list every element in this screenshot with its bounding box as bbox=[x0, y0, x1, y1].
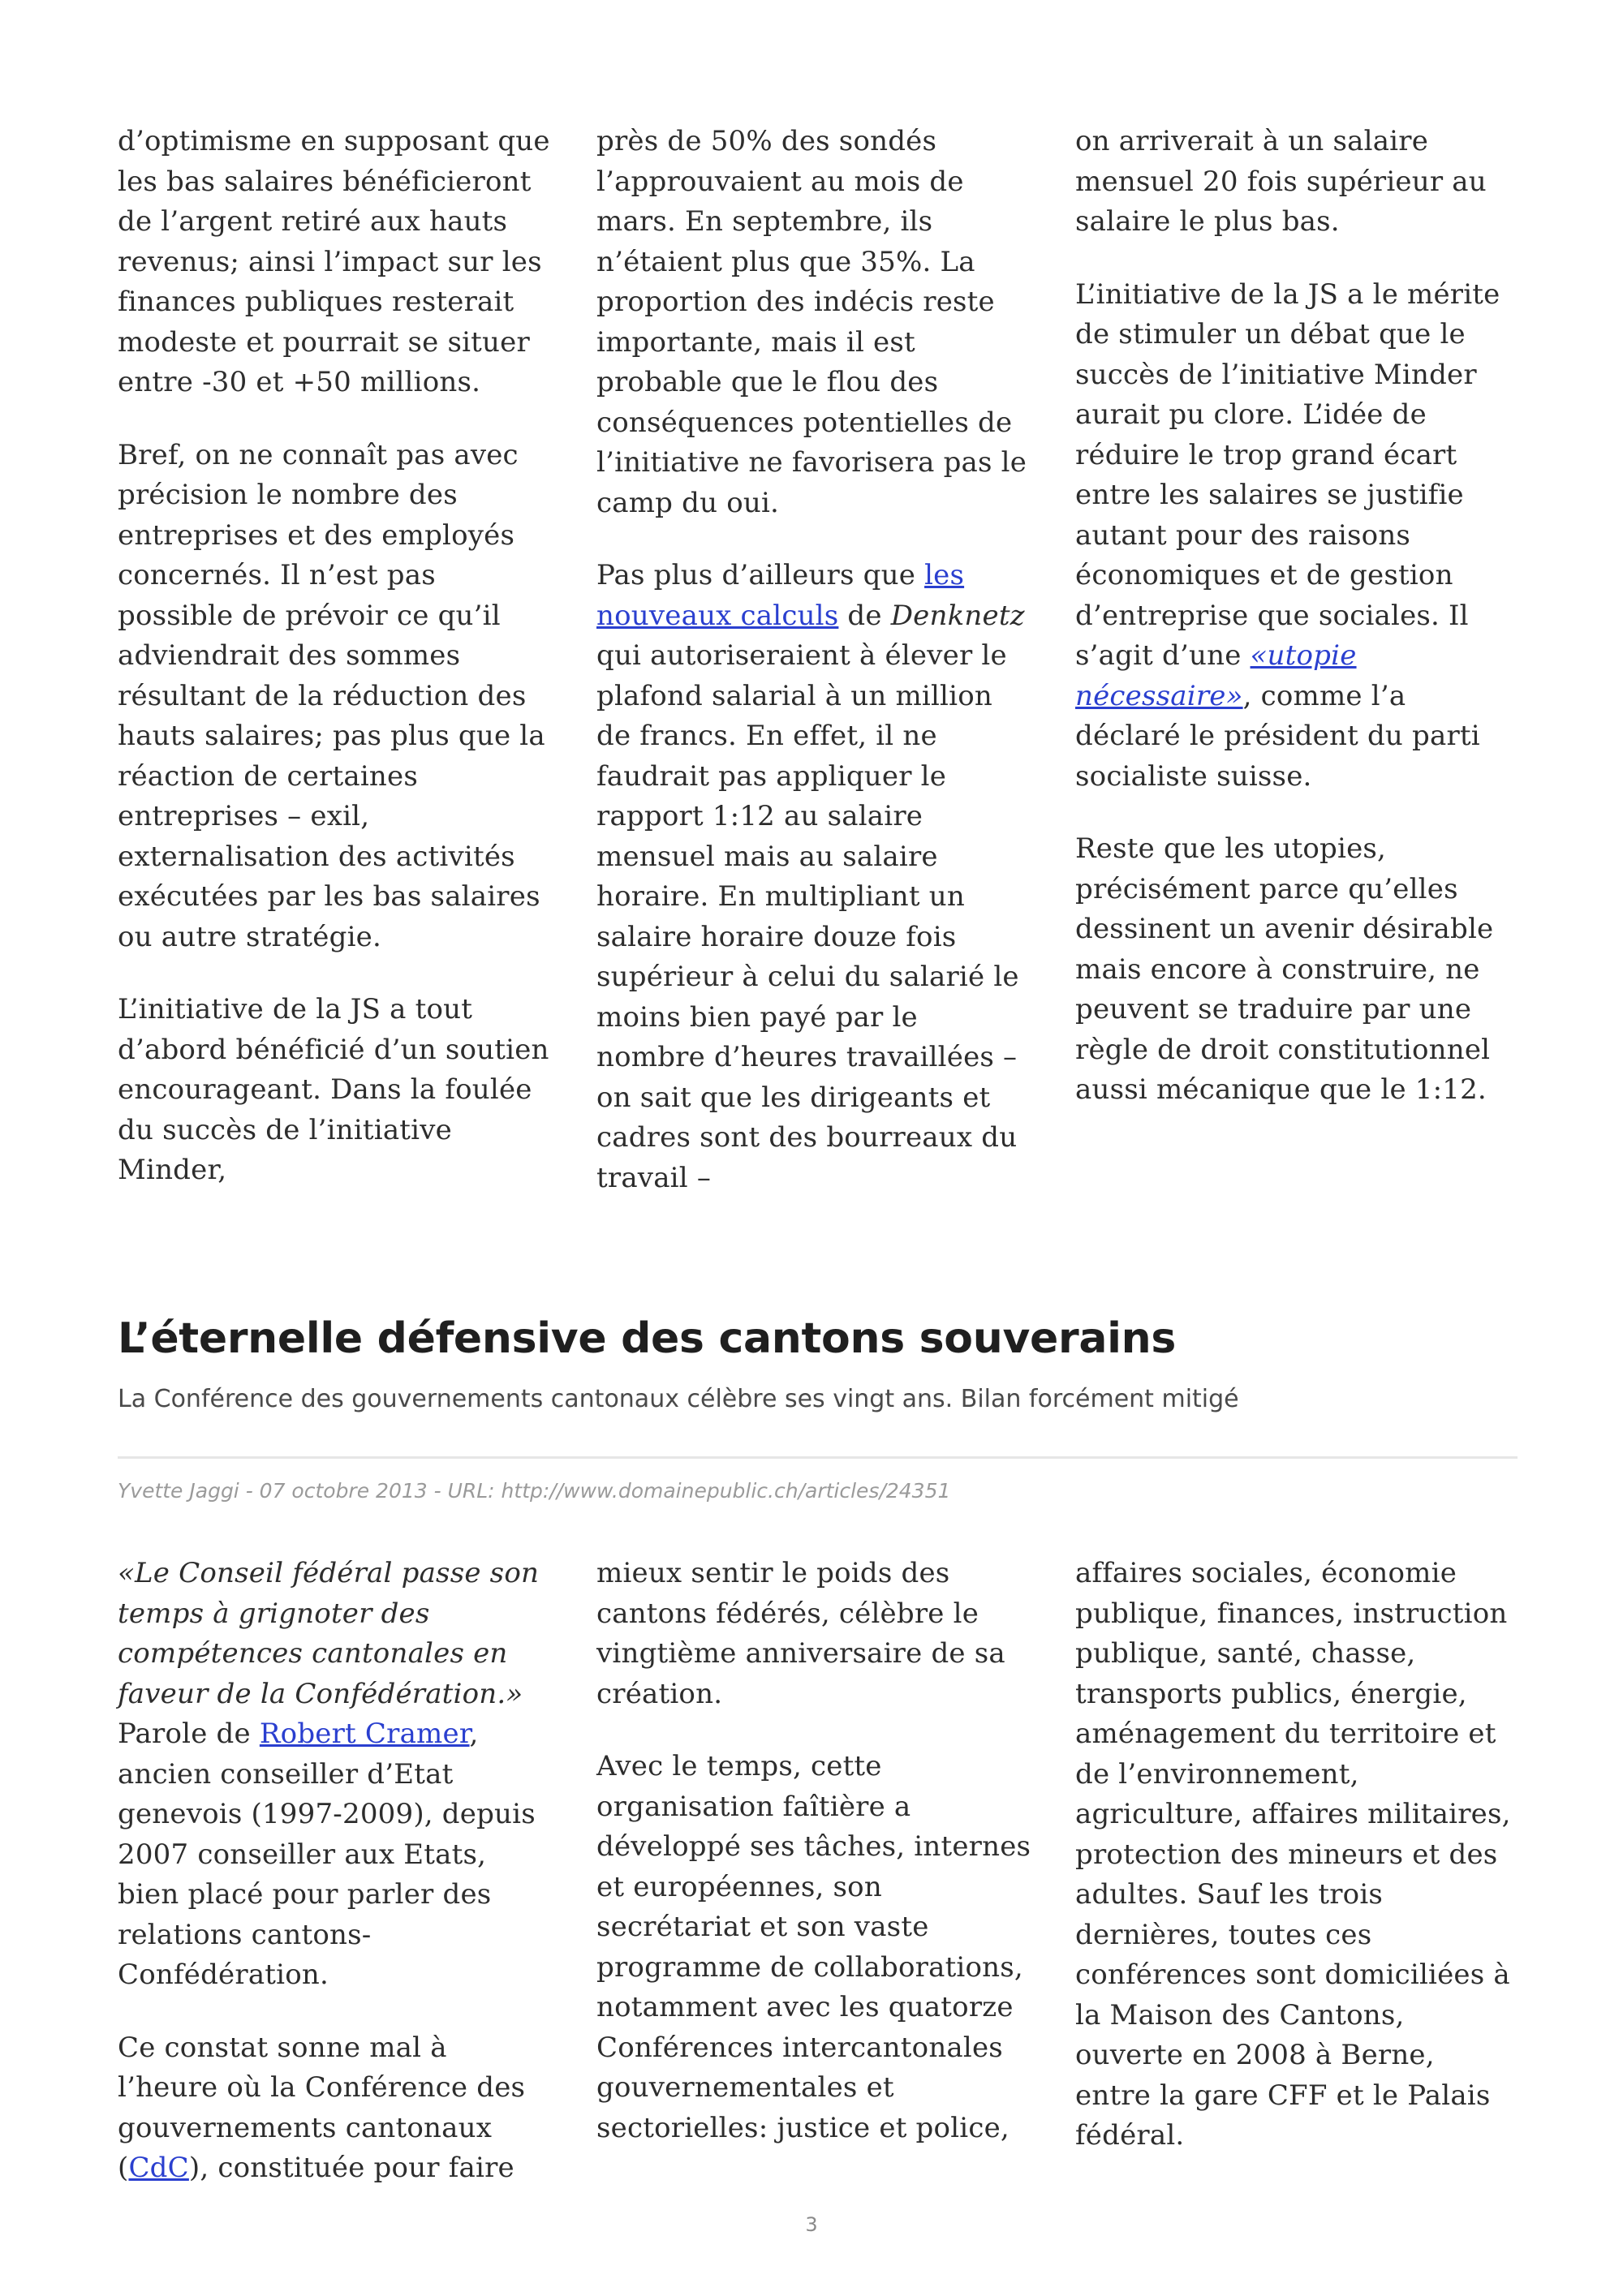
paragraph: près de 50% des sondés l’approuvaient au mois de mars. En septembre, ils n’étaient plus que 35%. La proportion des indécis reste importante, mais il est probable que le flou des conséquences potentielles de l’initiative ne favorisera pas le camp du oui. bbox=[596, 125, 1027, 519]
article-columns bbox=[118, 1554, 1513, 2189]
paragraph: affaires sociales, économie publique, finances, instruction publique, santé, chasse, transports publics, énergie, aménagement du territoire et de l’environnement, agriculture, affaires militaires, protection des mineurs et des adultes. Sauf les trois dernières, toutes ces conférences sont domiciliées à la Maison des Cantons, ouverte en 2008 à Berne, entre la gare CFF et le Palais fédéral. bbox=[1075, 1557, 1511, 2152]
paragraph-text: , ancien conseiller d’Etat genevois (1997-2009), depuis 2007 conseiller aux Etats, bien placé pour parler des relations cantons-Confédération. bbox=[118, 1718, 536, 1991]
denknetz-name: Denknetz bbox=[890, 599, 1025, 632]
paragraph-text: Pas plus d’ailleurs que bbox=[596, 559, 925, 591]
column-3 bbox=[1075, 1554, 1513, 2189]
article-subtitle: La Conférence des gouvernements cantonaux célèbre ses vingt ans. Bilan forcément mitigé bbox=[118, 1385, 1239, 1413]
quote: «Le Conseil fédéral passe son temps à grignoter des compétences cantonales en faveur de la Confédération.» bbox=[118, 1557, 540, 1710]
paragraph-text: Parole de bbox=[118, 1718, 260, 1750]
paragraph bbox=[118, 1554, 556, 1996]
paragraph bbox=[596, 556, 1035, 1198]
page-number: 3 bbox=[805, 2213, 818, 2236]
article-title: L’éternelle défensive des cantons souverains bbox=[118, 1314, 1177, 1363]
column-3 bbox=[1075, 122, 1513, 1198]
utopie-necessaire-link-text: «utopie nécessaire» bbox=[1075, 639, 1357, 712]
paragraph: Reste que les utopies, précisément parce qu’elles dessinent un avenir désirable mais encore à construire, ne peuvent se traduire par une règle de droit constitutionnel aussi mécanique que le 1:12. bbox=[1075, 832, 1494, 1106]
paragraph-text: qui autoriseraient à élever le plafond salarial à un million de francs. En effet, il ne faudrait pas appliquer le rapport 1:12 au salaire mensuel mais au salaire horaire. En multipliant un salaire horaire douze fois supérieur à celui du salarié le moins bien payé par le nombre d’heures travaillées – on sait que les dirigeants et cadres sont des bourreaux du travail – bbox=[596, 639, 1019, 1194]
paragraph-text: ), constituée pour faire bbox=[188, 2152, 514, 2184]
paragraph-text: Ce constat sonne mal à l’heure où la Conférence des gouvernements cantonaux ( bbox=[118, 2031, 526, 2184]
top-article-columns bbox=[118, 122, 1513, 1198]
column-2 bbox=[596, 122, 1035, 1198]
robert-cramer-link[interactable]: Robert Cramer bbox=[259, 1718, 470, 1750]
nouveaux-calculs-link[interactable]: les nouveaux calculs bbox=[596, 559, 965, 632]
paragraph: on arriverait à un salaire mensuel 20 fois supérieur au salaire le plus bas. bbox=[1075, 125, 1487, 238]
article-header bbox=[118, 1310, 1513, 1417]
paragraph: d’optimisme en supposant que les bas salaires bénéficieront de l’argent retiré aux hauts revenus; ainsi l’impact sur les finances publiques resterait modeste et pourrait se situer entre -30 et +50 millions. bbox=[118, 125, 550, 398]
article-meta: Yvette Jaggi - 07 octobre 2013 - URL: http://www.domainepublic.ch/articles/24351 bbox=[118, 1479, 951, 1503]
column-1 bbox=[118, 122, 556, 1198]
paragraph: Avec le temps, cette organisation faîtière a développé ses tâches, internes et européennes, son secrétariat et son vaste programme de collaborations, notamment avec les quatorze Conférences intercantonales gouvernementales et sectorielles: justice et police, bbox=[596, 1750, 1031, 2144]
paragraph-text: , comme l’a déclaré le président du parti socialiste suisse. bbox=[1075, 679, 1480, 793]
paragraph-text: L’initiative de la JS a le mérite de stimuler un débat que le succès de l’initiative Minder aurait pu clore. L’idée de réduire le trop grand écart entre les salaires se justifie autant pour des raisons économiques et de gestion d’entreprise que sociales. Il s’agit d’une bbox=[1075, 277, 1500, 672]
paragraph: Bref, on ne connaît pas avec précision le nombre des entreprises et des employés concernés. Il n’est pas possible de prévoir ce qu’il adviendrait des sommes résultant de la réduction des hauts salaires; pas plus que la réaction de certaines entreprises – exil, externalisation des activités exécutées par les bas salaires ou autre stratégie. bbox=[118, 438, 545, 953]
paragraph-text: de bbox=[838, 599, 891, 632]
column-2 bbox=[596, 1554, 1035, 2189]
column-1 bbox=[118, 1554, 556, 2189]
cdc-link[interactable]: CdC bbox=[128, 2152, 189, 2184]
header-divider bbox=[118, 1456, 1518, 1459]
paragraph: mieux sentir le poids des cantons fédérés, célèbre le vingtième anniversaire de sa création. bbox=[596, 1557, 1005, 1710]
paragraph bbox=[118, 2028, 556, 2189]
paragraph: L’initiative de la JS a tout d’abord bénéficié d’un soutien encourageant. Dans la foulée du succès de l’initiative Minder, bbox=[118, 993, 549, 1186]
paragraph bbox=[1075, 275, 1513, 798]
